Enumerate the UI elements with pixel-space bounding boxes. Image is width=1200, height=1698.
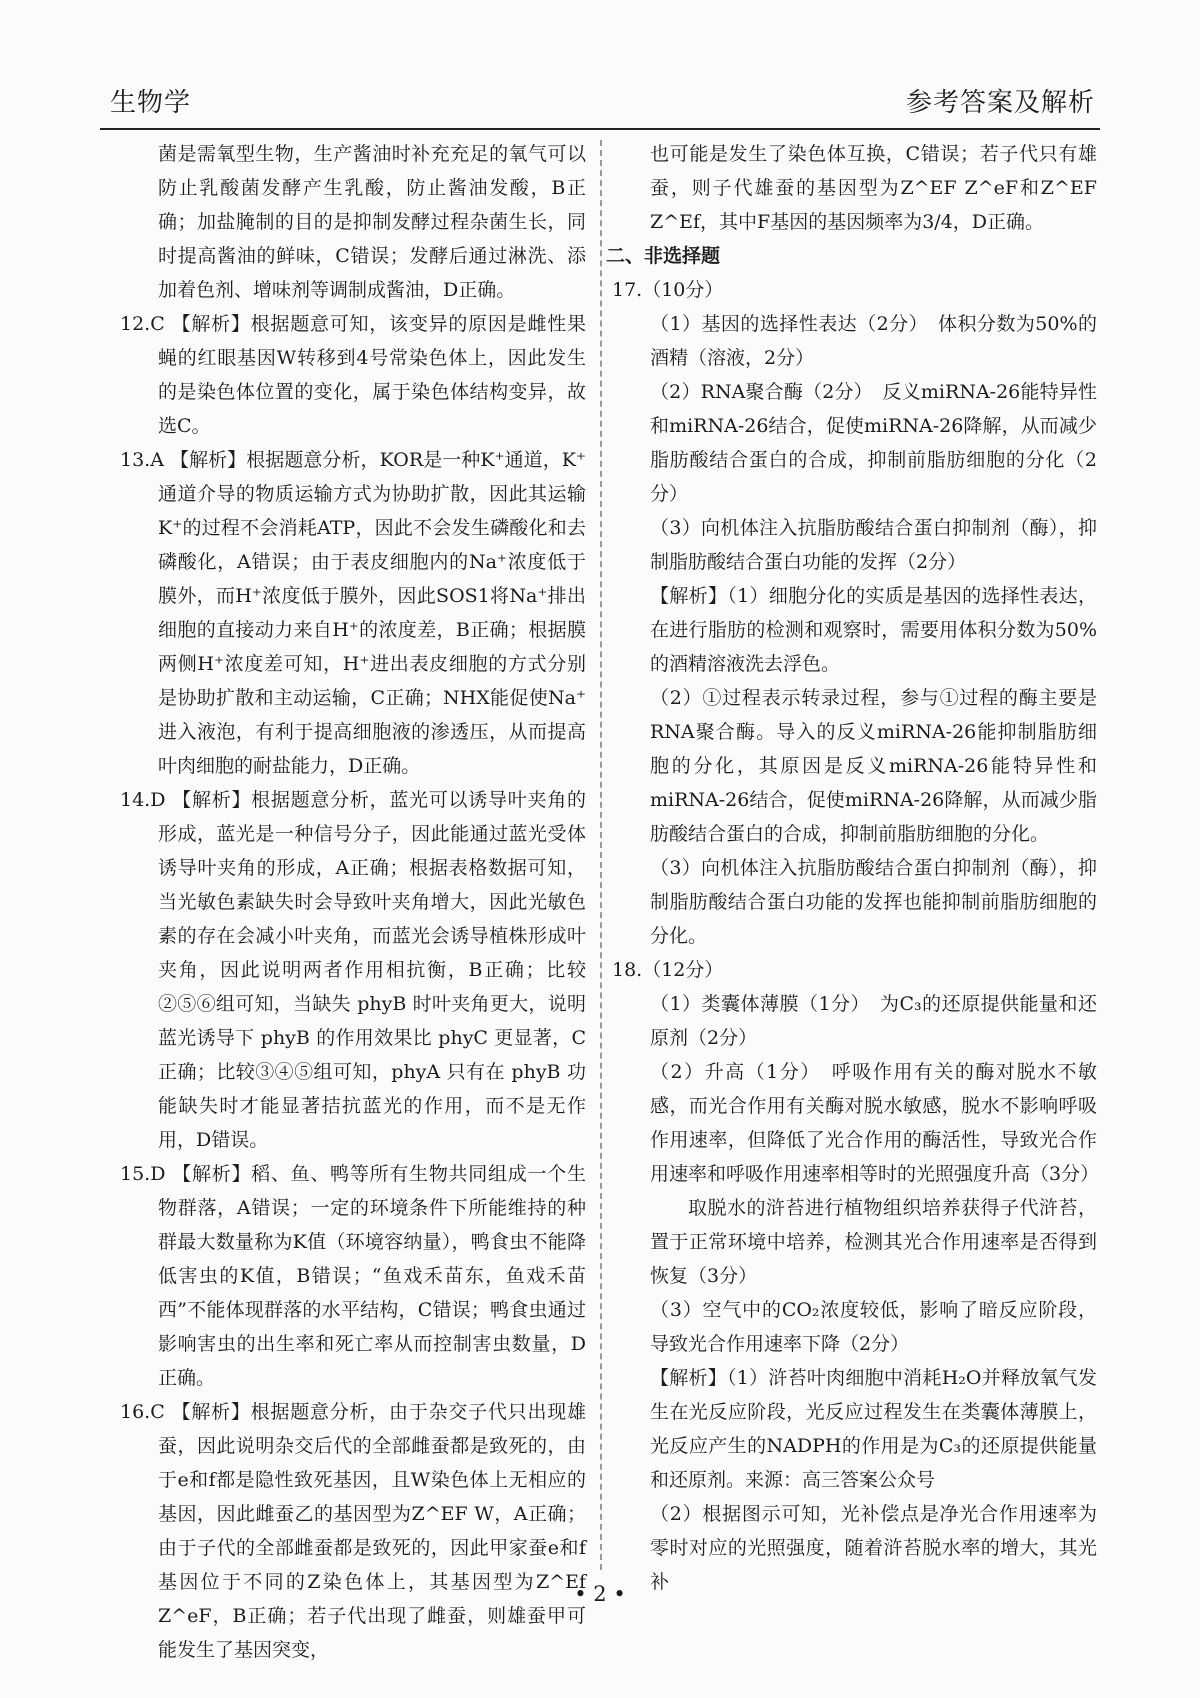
analysis-17-1: 【解析】（1）细胞分化的实质是基因的选择性表达，在进行脂肪的检测和观察时，需要用体积分数为50%的酒精溶液洗去浮色。 — [650, 585, 1097, 675]
answer-18-2-extra: 取脱水的浒苔进行植物组织培养获得子代浒苔，置于正常环境中培养，检测其光合作用速率是否得到恢复（3分） — [650, 1197, 1097, 1287]
section-heading: 二、非选择题 — [606, 245, 721, 267]
answer-18-1: （1）类囊体薄膜（1分） 为C₃的还原提供能量和还原剂（2分） — [650, 993, 1097, 1049]
column-divider — [600, 140, 602, 1570]
header-rule — [100, 128, 1100, 130]
answer-14: 14.D 【解析】根据题意分析，蓝光可以诱导叶夹角的形成，蓝光是一种信号分子，因此能通过蓝光受体诱导叶夹角的形成，A正确；根据表格数据可知，当光敏色素缺失时会导致叶夹角增大，因此光敏色素的存在会减小叶夹角，而蓝光会诱导植株形成叶夹角，因此说明两者作用相抗衡，B正确；比较②⑤⑥组可知，当缺失 phyB 时叶夹角更大，说明蓝光诱导下 phyB 的作用效果比 phyC 更显著，C正确；比较③④⑤组可知，phyA 只有在 phyB 功能缺失时才能显著拮抗蓝光的作用，而不是无作用，D错误。 — [120, 789, 586, 1151]
section-title: 参考答案及解析 — [905, 88, 1095, 118]
question-18-score: 18.（12分） — [612, 959, 724, 981]
answer-13: 13.A 【解析】根据题意分析，KOR是一种K⁺通道，K⁺通道介导的物质运输方式为协助扩散，因此其运输K⁺的过程不会消耗ATP，因此不会发生磷酸化和去磷酸化，A错误；由于表皮细胞内的Na⁺浓度低于膜外，而H⁺浓度低于膜外，因此SOS1将Na⁺排出细胞的直接动力来自H⁺的浓度差，B正确；根据膜两侧H⁺浓度差可知，H⁺进出表皮细胞的方式分别是协助扩散和主动运输，C正确；NHX能促使Na⁺进入液泡，有利于提高细胞液的渗透压，从而提高叶肉细胞的耐盐能力，D正确。 — [120, 449, 586, 777]
answer-15: 15.D 【解析】稻、鱼、鸭等所有生物共同组成一个生物群落，A错误；一定的环境条件下所能维持的种群最大数量称为K值（环境容纳量），鸭食虫不能降低害虫的K值，B错误；“鱼戏禾苗东，鱼戏禾苗西”不能体现群落的水平结构，C错误；鸭食虫通过影响害虫的出生率和死亡率从而控制害虫数量，D正确。 — [120, 1163, 586, 1389]
page-number: • 2 • — [574, 1582, 626, 1606]
analysis-17-2: （2）①过程表示转录过程，参与①过程的酶主要是RNA聚合酶。导入的反义miRNA-26能抑制脂肪细胞的分化，其原因是反义miRNA-26能特异性和miRNA-26结合，促使miRNA-26降解，从而减少脂肪酸结合蛋白的合成，抑制前脂肪细胞的分化。 — [650, 687, 1097, 845]
answer-17-1: （1）基因的选择性表达（2分） 体积分数为50%的酒精（溶液，2分） — [650, 313, 1097, 369]
answer-16: 16.C 【解析】根据题意分析，由于杂交子代只出现雄蚕，因此说明杂交后代的全部雌蚕都是致死的，由于e和f都是隐性致死基因，且W染色体上无相应的基因，因此雌蚕乙的基因型为Z^EF W，A正确；由于子代的全部雌蚕都是致死的，因此甲家蚕e和f基因位于不同的Z染色体上，其基因型为Z^Ef Z^eF，B正确；若子代出现了雌蚕，则雄蚕甲可能发生了基因突变， — [120, 1401, 586, 1661]
answer-18-3: （3）空气中的CO₂浓度较低，影响了暗反应阶段，导致光合作用速率下降（2分） — [650, 1299, 1097, 1355]
subject-title: 生物学 — [110, 88, 192, 118]
question-17-score: 17.（10分） — [612, 279, 724, 301]
paragraph: 菌是需氧型生物，生产酱油时补充充足的氧气可以防止乳酸菌发酵产生乳酸，防止酱油发酸，B正确；加盐腌制的目的是抑制发酵过程杂菌生长，同时提高酱油的鲜味，C错误；发酵后通过淋洗、添加着色剂、增味剂等调制成酱油，D正确。 — [158, 143, 586, 301]
answer-17-2: （2）RNA聚合酶（2分） 反义miRNA-26能特异性和miRNA-26结合，促使miRNA-26降解，从而减少脂肪酸结合蛋白的合成，抑制前脂肪细胞的分化（2分） — [650, 381, 1097, 505]
analysis-18-1: 【解析】（1）浒苔叶肉细胞中消耗H₂O并释放氧气发生在光反应阶段，光反应过程发生在类囊体薄膜上，光反应产生的NADPH的作用是为C₃的还原提供能量和还原剂。来源：高三答案公众号 — [650, 1367, 1097, 1491]
paragraph: 也可能是发生了染色体互换，C错误；若子代只有雄蚕，则子代雄蚕的基因型为Z^EF Z^eF和Z^EF Z^Ef，其中F基因的基因频率为3/4，D正确。 — [650, 143, 1097, 233]
right-column — [606, 137, 1100, 1599]
answer-12: 12.C 【解析】根据题意可知，该变异的原因是雌性果蝇的红眼基因W转移到4号常染色体上，因此发生的是染色体位置的变化，属于染色体结构变异，故选C。 — [120, 313, 586, 437]
answer-17-3: （3）向机体注入抗脂肪酸结合蛋白抑制剂（酶），抑制脂肪酸结合蛋白功能的发挥（2分） — [650, 517, 1097, 573]
answer-18-2: （2）升高（1分） 呼吸作用有关的酶对脱水不敏感，而光合作用有关酶对脱水敏感，脱水不影响呼吸作用速率，但降低了光合作用的酶活性，导致光合作用速率和呼吸作用速率相等时的光照强度升高（3分） — [650, 1061, 1100, 1185]
analysis-18-2: （2）根据图示可知，光补偿点是净光合作用速率为零时对应的光照强度，随着浒苔脱水率的增大，其光补 — [650, 1503, 1097, 1593]
left-column — [120, 137, 586, 1667]
analysis-17-3: （3）向机体注入抗脂肪酸结合蛋白抑制剂（酶），抑制脂肪酸结合蛋白功能的发挥也能抑制前脂肪细胞的分化。 — [650, 857, 1097, 947]
